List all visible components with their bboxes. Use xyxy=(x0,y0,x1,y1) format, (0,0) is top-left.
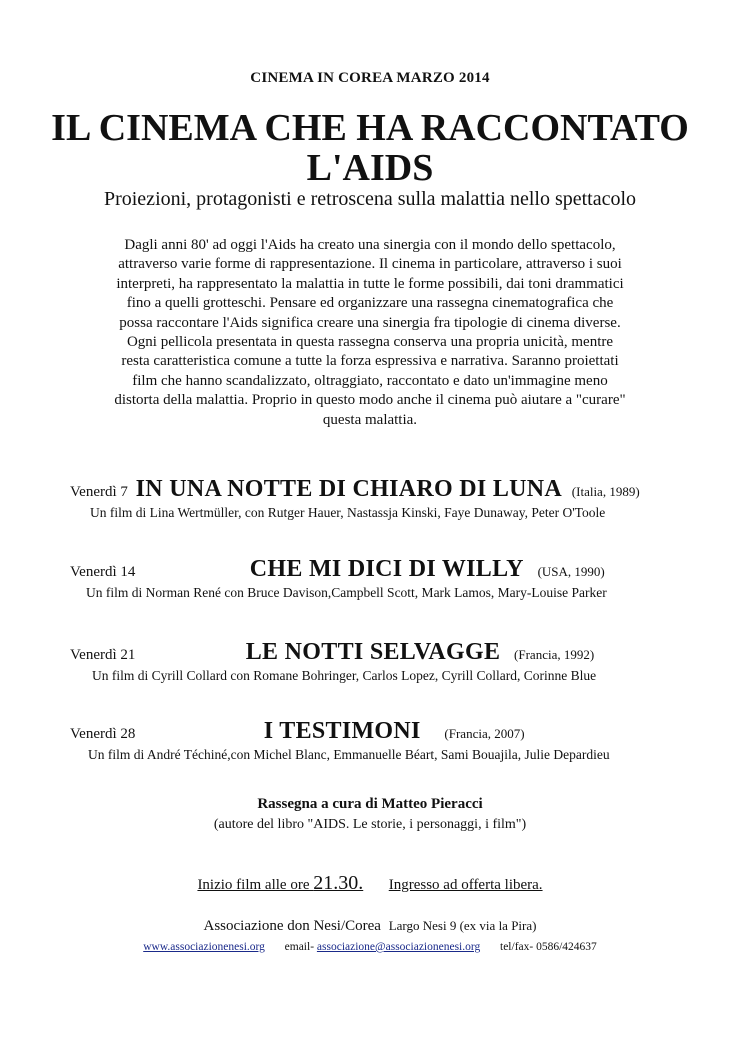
intro-line: questa malattia. xyxy=(322,411,418,428)
intro-line: resta caratteristica comune a tutte la forza espressiva e narrativa. Saranno proiettati xyxy=(121,353,619,370)
film-day: Venerdì 7 xyxy=(70,484,128,500)
intro-line: possa raccontare l'Aids significa creare una sinergia fra tipologie di cinema diverse. xyxy=(119,314,621,331)
event-header: CINEMA IN COREA MARZO 2014 xyxy=(250,70,490,86)
association-address: Largo Nesi 9 (ex via la Pira) xyxy=(388,918,537,933)
contacts-line xyxy=(0,941,740,953)
phone-text: tel/fax- 0586/424637 xyxy=(500,941,597,953)
film-entry-3 xyxy=(70,639,690,684)
film-entry-1 xyxy=(70,476,690,521)
film-origin: (Italia, 1989) xyxy=(571,484,640,499)
intro-line: fino a quelli grotteschi. Pensare ed organizzare una rassegna cinematografica che xyxy=(126,295,614,312)
title-line-2: L'AIDS xyxy=(306,147,434,189)
film-credits: Un film di André Téchiné,con Michel Blanc, Emmanuelle Béart, Sami Bouajila, Julie Depardieu xyxy=(88,747,610,762)
film-origin: (Francia, 2007) xyxy=(444,726,525,741)
film-credits: Un film di Cyrill Collard con Romane Bohringer, Carlos Lopez, Cyrill Collard, Corinne Blue xyxy=(92,668,597,683)
film-title: IN UNA NOTTE DI CHIARO DI LUNA xyxy=(135,476,563,502)
intro-line: distorta della malattia. Proprio in questo modo anche il cinema può aiutare a "curare" xyxy=(114,392,626,409)
subtitle: Proiezioni, protagonisti e retroscena sulla malattia nello spettacolo xyxy=(103,188,637,210)
intro-line: film che hanno scandalizzato, oltraggiato, raccontato e dato un'immagine meno xyxy=(132,372,608,389)
intro-line: Dagli anni 80' ad oggi l'Aids ha creato una sinergia con il mondo dello spettacolo, xyxy=(124,237,616,253)
intro-line: Ogni pellicola presentata in questa rassegna conserva una propria unicità, mentre xyxy=(126,334,614,351)
film-entry-2 xyxy=(70,556,690,601)
start-time-text xyxy=(197,872,364,894)
film-title: CHE MI DICI DI WILLY xyxy=(249,556,524,582)
film-title: I TESTIMONI xyxy=(263,718,421,744)
film-credits: Un film di Lina Wertmüller, con Rutger Hauer, Nastassja Kinski, Faye Dunaway, Peter O'Toole xyxy=(90,505,606,520)
film-origin: (USA, 1990) xyxy=(537,564,605,579)
film-credits: Un film di Norman René con Bruce Davison,Campbell Scott, Mark Lamos, Mary-Louise Parker xyxy=(86,585,607,600)
film-title: LE NOTTI SELVAGGE xyxy=(245,639,501,665)
curator-line: Rassegna a cura di Matteo Pieracci xyxy=(257,796,483,812)
association-line xyxy=(0,918,740,935)
start-time: 21.30. xyxy=(313,872,364,894)
website-link[interactable]: www.associazionenesi.org xyxy=(143,941,265,953)
entry-info: Ingresso ad offerta libera. xyxy=(388,877,543,893)
film-day: Venerdì 14 xyxy=(70,564,136,580)
page-title xyxy=(0,108,740,188)
intro-line: interpreti, ha rappresentato la malattia in tutte le forme possibili, dai toni drammatici xyxy=(116,275,624,292)
film-day: Venerdì 21 xyxy=(70,647,136,663)
association-name: Associazione don Nesi/Corea xyxy=(203,918,381,934)
curator-book: (autore del libro "AIDS. Le storie, i personaggi, i film") xyxy=(213,817,527,832)
start-prefix: Inizio film alle ore xyxy=(197,877,314,893)
schedule-line xyxy=(0,872,740,895)
intro-paragraph xyxy=(62,236,678,430)
email-label: email- xyxy=(284,941,315,953)
email-link[interactable]: associazione@associazionenesi.org xyxy=(316,941,481,953)
title-line-1: IL CINEMA CHE HA RACCONTATO xyxy=(51,107,689,149)
film-day: Venerdì 28 xyxy=(70,726,136,742)
film-origin: (Francia, 1992) xyxy=(514,647,595,662)
film-entry-4 xyxy=(70,718,690,763)
curator-block xyxy=(0,796,740,833)
intro-line: attraverso varie forme di rappresentazione. Il cinema in particolare, attraverso i suoi xyxy=(118,256,622,273)
